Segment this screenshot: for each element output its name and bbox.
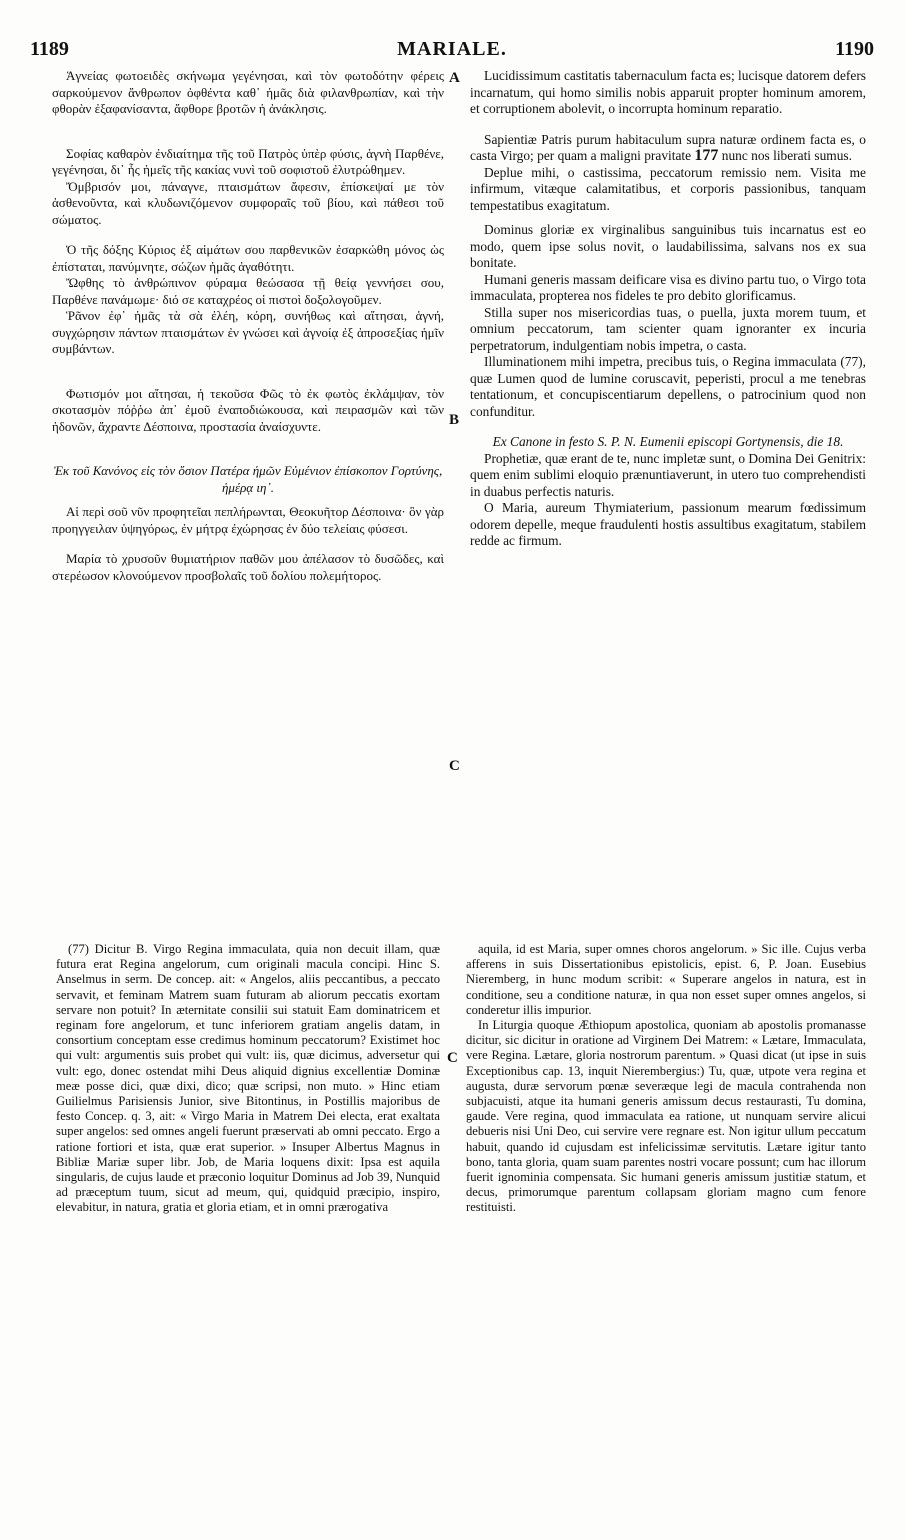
greek-section-heading: Ἐκ τοῦ Κανόνος εἰς τὸν ὅσιον Πατέρα ἡμῶν Εὐμένιον ἐπίσκοπον Γορτύνης, ἡμέρᾳ ιη᾽. — [53, 463, 443, 495]
note-margin-marker-c: C — [447, 1050, 458, 1066]
greek-paragraph: Φωτισμόν μοι αἴτησαι, ἡ τεκοῦσα Φῶς τὸ ἐκ φωτὸς ἐκλάμψαν, τὸν σκοτασμὸν πόῤῥω ἀπ᾽ ἐμοῦ ἐναποδιώκουσα, καὶ πειρασμῶν καὶ τῶν ἡδονῶν, ἄχραντε Δέσποινα, προστασία ἀναίσχυντε. — [52, 385, 444, 434]
footnote-text: In Liturgia quoque Æthiopum apostolica, quoniam ab apostolis promanasse dicitur, sic dicitur in oratione ad Virginem Dei Matrem: « Lætare, Immaculata, vere Regina. Lætare, gloria nostrorum parentum. » Quasi dicat (ut ipse in suis Exceptionibus cap. 13, inquit Nierembergius:) Tu, quæ, utpote vera regina et augusta, duræ servorum pœnæ severæque legi de macula contrahenda non subjacuisti, atque ita humani generis amissum decus restaurasti, Tu domina, gaude. Vere regina, quod immaculata ea ratione, ut nunquam servire alicui debueris nisi Uni Deo, cui servire vere regnare est. Non igitur ullum peccatum habuit, quando id cujusdam est infelicissimæ servitutis. Lætare igitur tanto bono, tanta gloria, quam suam parentes nostri vocare possunt; cum hac illorum fuerit ignominia compensata. Sic humani generis amissum justitiæ statum, et decus, primorumque parentum collapsam gloriam magno cum fenore restituisti. — [466, 1018, 866, 1215]
page-header — [30, 38, 874, 62]
margin-marker-c: C — [449, 758, 460, 774]
page-number-left: 1189 — [30, 38, 69, 60]
latin-text: Sapientiæ Patris purum habitaculum supra naturæ ordinem facta es, o casta Virgo; per quam a maligni pravitate — [470, 131, 866, 163]
greek-paragraph: Ῥᾶνον ἐφ᾽ ἡμᾶς τὰ σὰ ἐλέη, κόρη, συνήθως καὶ αἴτησαι, ἁγνή, συγχώρησιν πάντων πταισμάτων ἐν γνώσει καὶ ἀγνοίᾳ ἐξ ἀπροσεξίας ἡμῖν συμβάντων. — [52, 308, 444, 356]
latin-column — [470, 68, 866, 550]
latin-paragraph: Deplue mihi, o castissima, peccatorum remissio nem. Visita me infirmum, vitæque calamitatibus, et corporis passionibus, tanquam tempestatibus exagitatum. — [470, 164, 866, 213]
footnote-text: (77) Dicitur B. Virgo Regina immaculata, quia non decuit illam, quæ futura erat Regina angelorum, cum originali macula concipi. Hinc S. Anselmus in serm. De concep. ait: « Angelos, aliis peccantibus, a peccato servavit, et feminam Matrem suam futuram ab aliorum peccatis exortam servare non potuit? In æternitate consilii sui statuit Eam dominatricem et reginam fore angelorum, et tunc inferiorem gratiam angelis datam, in consortium conceptam esse credimus hominum peccatorum? Existimet hoc qui vult: argumentis suis probet qui vult: iis, quæ dicimus, adversetur qui vult: ego, donec ostendat mihi Deus aliquid dignius excellentiæ Dominæ meæ posse dici, quæ dixi, dico; quæ scripsi, non muto. » Hinc etiam Guilielmus Parisiensis Junior, sive Bitontinus, in Postillis majoribus de festo Concep. q. 3, ait: « Virgo Maria in Matrem Dei electa, erat exaltata super angelos: sed omnes angeli fuerunt præservati ab omni peccato. Ergo a ratione fortiori et ista, quæ erat superior. » Insuper Albertus Magnus in Bibliæ Mariæ super libr. Job, de Maria loquens dixit: Ipsa est aquila singularis, de cujus laude et præconio loquitur Dominus ad Job 39, Nunquid ad præceptum tuum, sicut ad meum, qui, quidquid præcipio, inspiro, elevabitur, in natura, gratia et gloria etiam, et in omni prærogativa — [56, 942, 440, 1215]
latin-text: nunc nos liberati sumus. — [721, 148, 852, 163]
margin-marker-a: A — [449, 70, 460, 86]
greek-paragraph: Αἱ περὶ σοῦ νῦν προφητεῖαι πεπλήρωνται, Θεοκυῆτορ Δέσποινα· ὃν γὰρ προηγγειλαν ὑψηγόρως, ἐν μήτρᾳ ἐχώρησας ἐν δύο τελείαις φύσεσι. — [52, 504, 444, 536]
latin-paragraph: O Maria, aureum Thymiaterium, passionum mearum fœdissimum odorem depelle, meque fraudulenti hostis assultibus exagitatum, stabilem redde ac firmum. — [470, 500, 866, 548]
latin-paragraph: Humani generis massam deificare visa es divino partu tuo, o Virgo tota immaculata, propterea nos fideles te pro debito glorificamus. — [470, 271, 866, 303]
page-number-right: 1190 — [835, 38, 874, 60]
greek-paragraph: Ὁ τῆς δόξης Κύριος ἐξ αἱμάτων σου παρθενικῶν ἐσαρκώθη μόνος ὡς ἐπίσταται, πανύμνητε, σώζων ἡμᾶς ἀγαθότητι. — [52, 242, 444, 274]
greek-paragraph: Μαρία τὸ χρυσοῦν θυμιατήριον παθῶν μου ἀπέλασον τὸ δυσῶδες, καὶ στερέωσον κλονούμενον προσβολαῖς τοῦ δολίου πολεμήτορος. — [52, 551, 444, 583]
footnote-text: aquila, id est Maria, super omnes choros angelorum. » Sic ille. Cujus verba afferens in suis Dissertationibus epistolicis, epist. 6, P. Joan. Eusebius Nieremberg, in hunc modum scribit: « Superare angelos in natura, est in conditione, seu a conditione naturæ, in qua non esset super omnes angelos, si conderetur illis impurior. — [466, 942, 866, 1017]
footnote-right-column — [466, 942, 866, 1216]
latin-paragraph — [470, 132, 866, 165]
latin-paragraph: Prophetiæ, quæ erant de te, nunc impletæ sunt, o Domina Dei Genitrix: quem enim sublimi eloquio prænuntiaverunt, in utero tuo comprehendisti in duabus perfectis naturis. — [470, 450, 866, 499]
margin-marker-b: B — [449, 412, 460, 428]
latin-paragraph: Illuminationem mihi impetra, precibus tuis, o Regina immaculata (77), quæ Lumen quod de lumine coruscavit, peperisti, procul a me tenebras tentationum, et concupiscentiarum depellens, o patrocinium quod non confunditur. — [470, 354, 866, 419]
latin-section-heading: Ex Canone in festo S. P. N. Eumenii episcopi Gortynensis, die 18. — [492, 434, 844, 449]
greek-column — [52, 68, 444, 584]
greek-paragraph: Ἁγνείας φωτοειδὲς σκήνωμα γεγένησαι, καὶ τὸν φωτοδότην φέρεις σαρκούμενον ἄνθρωπον ὀφθέντα καθ᾽ ἡμᾶς διὰ φιλανθρωπίαν, καὶ τὴν φθορὰν ἐξαφανίσαντα, ἄφθορε βροτῶν ἡ ἀνάκλησις. — [52, 68, 444, 116]
latin-paragraph: Dominus gloriæ ex virginalibus sanguinibus tuis incarnatus est eo modo, quem ipse solus novit, o laudabilissima, salvans nos ex sua bonitate. — [470, 222, 866, 270]
latin-paragraph: Stilla super nos misericordias tuas, o puella, juxta morem tuum, et omnium peccatorum, tam scienter quam ignoranter ex incuria perpetratorum, indulgentiam nobis impetra, o casta. — [470, 304, 866, 353]
greek-paragraph: Ὄμβρισόν μοι, πάναγνε, πταισμάτων ἄφεσιν, ἐπίσκεψαί με τὸν ἀσθενοῦντα, καὶ κλυδωνιζόμενον συμφοραῖς τοῦ βίου, καὶ πάθεσι τοῦ σώματος. — [52, 178, 444, 227]
footnote-left-column — [56, 942, 440, 1216]
greek-paragraph: Σοφίας καθαρὸν ἐνδιαίτημα τῆς τοῦ Πατρὸς ὑπὲρ φύσις, ἁγνὴ Παρθένε, γεγένησαι, δι᾽ ἧς ἡμεῖς τῆς κακίας νυνὶ τοῦ σοφιστοῦ ἐλυτρώθημεν. — [52, 145, 444, 177]
latin-paragraph: Lucidissimum castitatis tabernaculum facta es; lucisque datorem defers incarnatum, qui homo similis nobis apparuit propter hominum amorem, et corruptionem abolevit, o incorrupta hominum reparatio. — [470, 68, 866, 116]
column-number: 177 — [694, 147, 719, 164]
running-title: MARIALE. — [397, 38, 507, 60]
greek-paragraph: Ὤφθης τὸ ἀνθρώπινον φύραμα θεώσασα τῇ θείᾳ γεννήσει σου, Παρθένε πανάμωμε· διό σε καταχρέος οἱ πιστοὶ δοξολογοῦμεν. — [52, 275, 444, 307]
